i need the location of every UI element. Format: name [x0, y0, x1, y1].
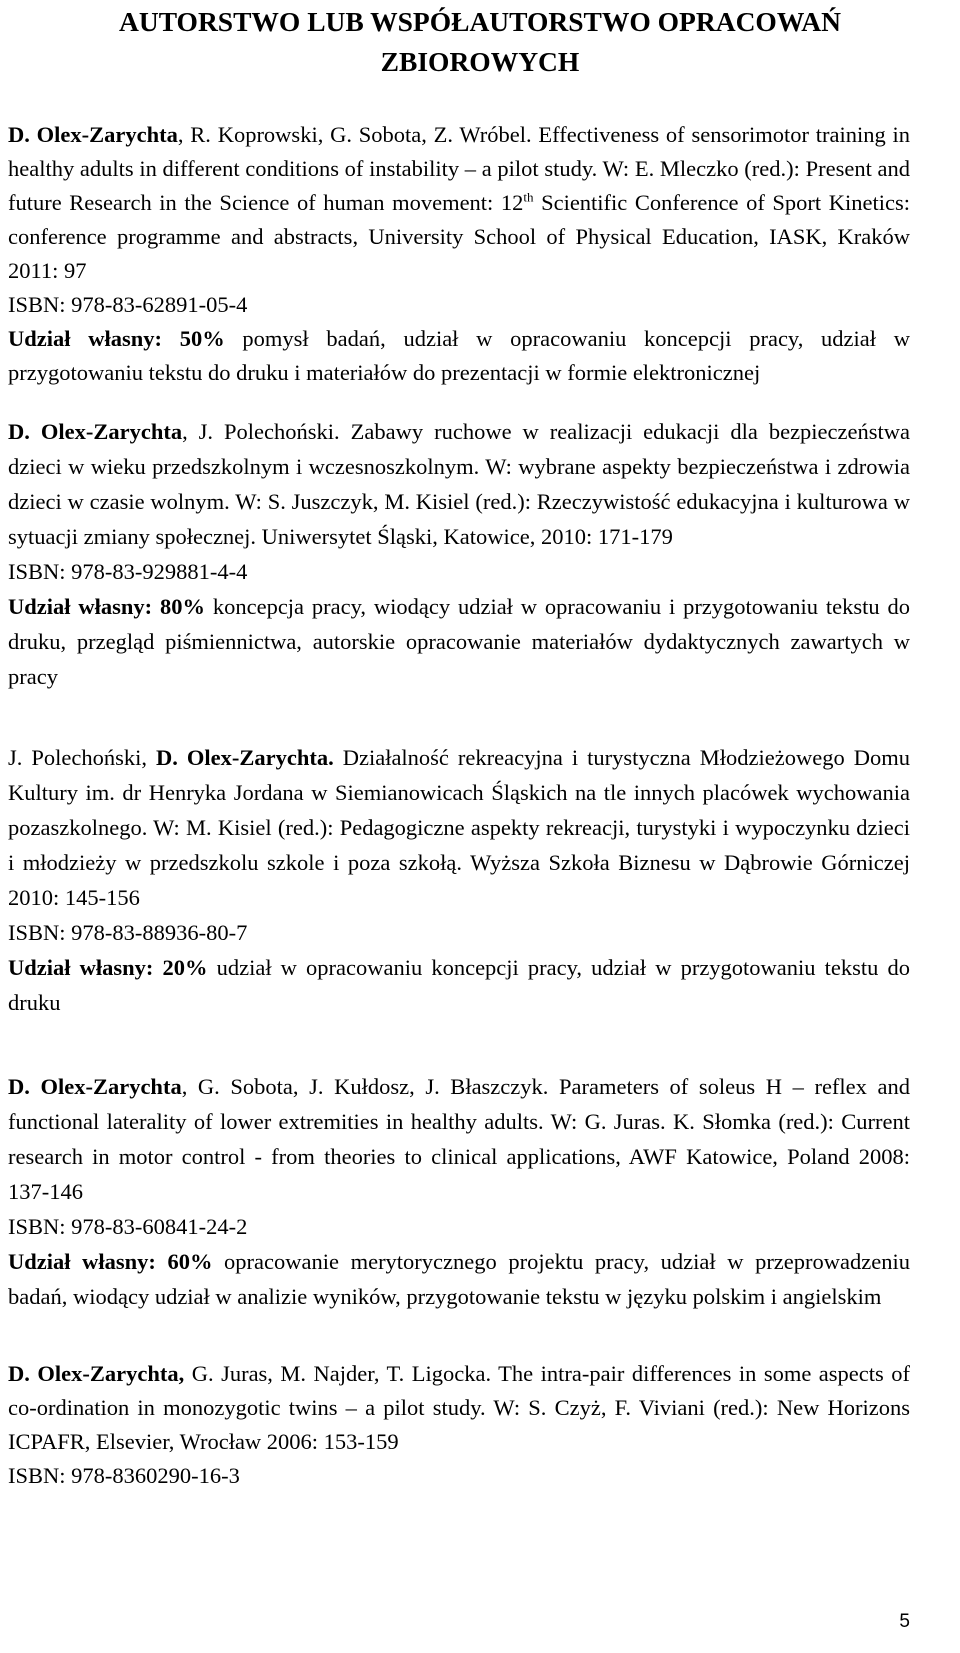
co-authors: , R. Koprowski, G. Sobota, Z. Wróbel.	[177, 122, 532, 147]
own-contribution-label: Udział własny: 50%	[8, 326, 225, 351]
own-contribution-text: pomysł badań, udział w opracowaniu koncepcji pracy, udział w przygotowaniu tekstu do druku i materiałów do prezentacji w formie elektronicznej	[8, 326, 910, 385]
section-title	[0, 2, 960, 82]
citation	[8, 1069, 910, 1209]
page-number: 5	[899, 1611, 910, 1632]
isbn: ISBN: 978-83-929881-4-4	[8, 559, 248, 584]
isbn: ISBN: 978-83-62891-05-4	[8, 292, 248, 317]
author-highlight: D. Olex-Zarychta,	[8, 1361, 185, 1386]
co-authors: , J. Polechoński.	[182, 419, 340, 444]
citation-text: Effectiveness of sensorimotor training in healthy adults in different conditions of instability – a pilot study. W: E. Mleczko (red.): Present and future Research in the Science of human movement: 12	[8, 122, 910, 215]
own-contribution-text: opracowanie merytorycznego projektu pracy, udział w przeprowadzeniu badań, wiodący udział w analizie wyników, przygotowanie tekstu w języku polskim i angielskim	[8, 1249, 910, 1309]
citation	[8, 740, 910, 915]
author-highlight: D. Olex-Zarychta	[8, 419, 183, 444]
own-contribution-text: koncepcja pracy, wiodący udział w opracowaniu i przygotowaniu tekstu do druku, przegląd piśmiennictwa, autorskie opracowanie materiałów dydaktycznych zawartych w pracy	[8, 594, 910, 689]
citation-text: Parameters of soleus H – reflex and functional laterality of lower extremities in healthy adults. W: G. Juras. K. Słomka (red.): Current research in motor control - from theories to clinical applications, AWF Katowice, Poland 2008: 137-146	[8, 1074, 911, 1204]
own-contribution	[8, 1244, 910, 1314]
publication-entry-4	[8, 1069, 910, 1314]
ordinal-suffix: th	[523, 189, 534, 205]
co-authors: J. Polechoński,	[8, 745, 156, 770]
co-authors: , G. Sobota, J. Kułdosz, J. Błaszczyk.	[181, 1074, 549, 1099]
author-highlight: D. Olex-Zarychta	[8, 122, 178, 147]
isbn: ISBN: 978-83-88936-80-7	[8, 920, 248, 945]
section-title-line-2: ZBIOROWYCH	[380, 46, 580, 77]
citation	[8, 118, 910, 288]
publication-entry-3	[8, 740, 910, 1020]
publication-entry-5	[8, 1357, 910, 1493]
author-highlight: D. Olex-Zarychta.	[156, 745, 334, 770]
own-contribution-label: Udział własny: 60%	[8, 1249, 213, 1274]
own-contribution	[8, 589, 910, 694]
citation	[8, 414, 910, 554]
citation-text: The intra-pair differences in some aspects of co-ordination in monozygotic twins – a pilot study. W: S. Czyż, F. Viviani (red.): New Horizons ICPAFR, Elsevier, Wrocław 2006: 153-159	[8, 1361, 911, 1454]
own-contribution-label: Udział własny: 20%	[8, 955, 208, 980]
own-contribution	[8, 950, 910, 1020]
section-title-line-1: AUTORSTWO LUB WSPÓŁAUTORSTWO OPRACOWAŃ	[118, 6, 841, 37]
own-contribution-label: Udział własny: 80%	[8, 594, 205, 619]
citation-text: Działalność rekreacyjna i turystyczna Młodzieżowego Domu Kultury im. dr Henryka Jordana w Siemianowicach Śląskich na tle innych placówek wychowania pozaszkolnego. W: M. Kisiel (red.): Pedagogiczne aspekty rekreacji, turystyki i wypoczynku dzieci i młodzieży w przedszkolu szkole i poza szkołą. Wyższa Szkoła Biznesu w Dąbrowie Górniczej 2010: 145-156	[8, 745, 910, 910]
own-contribution	[8, 322, 910, 390]
publication-entry-2	[8, 414, 910, 694]
isbn: ISBN: 978-83-60841-24-2	[8, 1214, 248, 1239]
citation	[8, 1357, 910, 1459]
isbn: ISBN: 978-8360290-16-3	[8, 1463, 240, 1488]
author-highlight: D. Olex-Zarychta	[8, 1074, 182, 1099]
co-authors: G. Juras, M. Najder, T. Ligocka.	[184, 1361, 492, 1386]
publication-entry-1	[8, 118, 910, 390]
citation-text: Zabawy ruchowe w realizacji edukacji dla bezpieczeństwa dzieci w wieku przedszkolnym i wczesnoszkolnym. W: wybrane aspekty bezpieczeństwa i zdrowia dzieci w czasie wolnym. W: S. Juszczyk, M. Kisiel (red.): Rzeczywistość edukacyjna i kulturowa w sytuacji zmiany społecznej. Uniwersytet Śląski, Katowice, 2010: 171-179	[8, 419, 910, 549]
own-contribution-text: udział w opracowaniu koncepcji pracy, udział w przygotowaniu tekstu do druku	[8, 955, 910, 1015]
citation-text-continued: Scientific Conference of Sport Kinetics: conference programme and abstracts, University School of Physical Education, IASK, Kraków 2011: 97	[8, 190, 910, 283]
